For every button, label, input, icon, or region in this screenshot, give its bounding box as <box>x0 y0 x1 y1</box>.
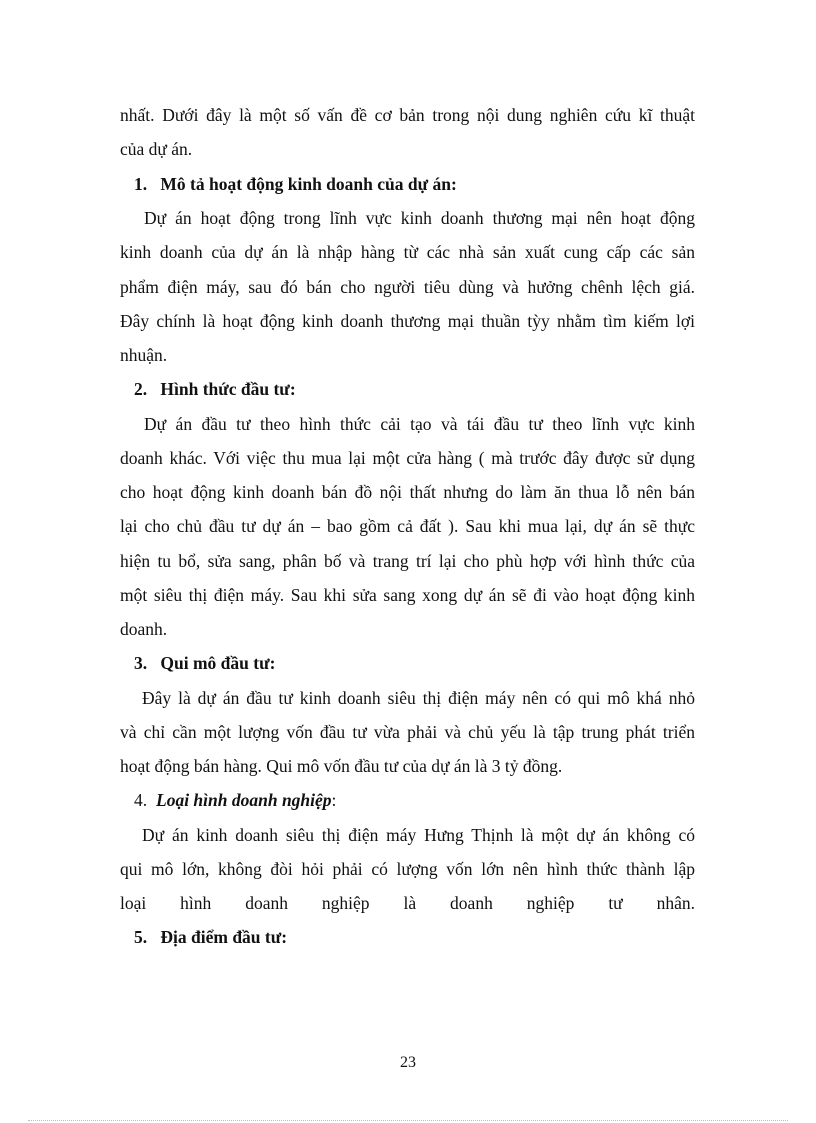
paragraph-line: kinh doanh của dự án là nhập hàng từ các nhà sản xuất cung cấp các sản <box>120 242 695 262</box>
paragraph-line: lại cho chủ đầu tư dự án – bao gồm cả đất ). Sau khi mua lại, dự án sẽ thực <box>120 516 695 536</box>
section-number: 2. <box>134 379 148 399</box>
paragraph-line: nhất. Dưới đây là một số vấn đề cơ bản trong nội dung nghiên cứu kĩ thuật <box>120 105 695 125</box>
paragraph-line: Đây là dự án đầu tư kinh doanh siêu thị điện máy nên có qui mô khá nhỏ <box>142 688 695 708</box>
section-title: Loại hình doanh nghiệp <box>156 790 332 810</box>
section-title-colon: : <box>331 790 337 810</box>
paragraph-line: qui mô lớn, không đòi hỏi phải có lượng vốn lớn nên hình thức thành lập <box>120 859 695 879</box>
paragraph-line: doanh khác. Với việc thu mua lại một cửa hàng ( mà trước đây được sử dụng <box>120 448 695 468</box>
section-number: 4. <box>134 790 148 810</box>
paragraph-line: nhuận. <box>120 345 168 365</box>
section-title: Hình thức đầu tư: <box>160 379 296 399</box>
paragraph-line: hiện tu bổ, sửa sang, phân bố và trang trí lại cho phù hợp với hình thức của <box>120 551 695 571</box>
paragraph-line: hoạt động bán hàng. Qui mô vốn đầu tư của dự án là 3 tỷ đồng. <box>120 756 563 776</box>
section-heading-5 <box>134 926 709 948</box>
paragraph-line: phẩm điện máy, sau đó bán cho người tiêu dùng và hưởng chênh lệch giá. <box>120 277 695 297</box>
paragraph-line: Dự án đầu tư theo hình thức cải tạo và tái đầu tư theo lĩnh vực kinh <box>144 414 695 434</box>
paragraph-line: cho hoạt động kinh doanh bán đồ nội thất nhưng do làm ăn thua lỗ nên bán <box>120 482 695 502</box>
section-number: 3. <box>134 653 148 673</box>
paragraph-line: doanh. <box>120 619 168 639</box>
paragraph-line: của dự án. <box>120 139 193 159</box>
paragraph-line: loại hình doanh nghiệp là doanh nghiệp tư nhân. <box>120 893 695 913</box>
section-title: Qui mô đầu tư: <box>160 653 276 673</box>
page-bottom-border <box>28 1120 788 1121</box>
section-title: Mô tả hoạt động kinh doanh của dự án: <box>160 174 457 194</box>
paragraph-line: Đây chính là hoạt động kinh doanh thương mại thuần tỳy nhằm tìm kiếm lợi <box>120 311 695 331</box>
paragraph-line: Dự án hoạt động trong lĩnh vực kinh doanh thương mại nên hoạt động <box>144 208 695 228</box>
page-number: 23 <box>400 1054 416 1071</box>
section-title: Địa điểm đầu tư: <box>160 927 288 947</box>
paragraph-line: một siêu thị điện máy. Sau khi sửa sang xong dự án sẽ đi vào hoạt động kinh <box>120 585 695 605</box>
section-heading-3 <box>134 652 709 674</box>
section-heading-4 <box>134 789 709 811</box>
section-heading-2 <box>134 378 709 400</box>
paragraph-line: và chỉ cần một lượng vốn đầu tư vừa phải và chủ yếu là tập trung phát triển <box>120 722 695 742</box>
section-number: 1. <box>134 174 148 194</box>
section-heading-1 <box>134 173 709 195</box>
paragraph-line: Dự án kinh doanh siêu thị điện máy Hưng Thịnh là một dự án không có <box>142 825 695 845</box>
section-number: 5. <box>134 927 148 947</box>
